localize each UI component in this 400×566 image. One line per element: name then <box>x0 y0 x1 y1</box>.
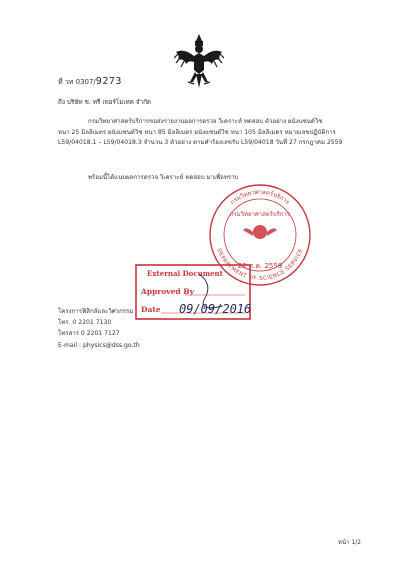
reference-number <box>58 76 122 88</box>
contact-email: E-mail : physics@dss.go.th <box>58 341 140 349</box>
reference-prefix: ที่ วท 0307/ <box>58 78 96 86</box>
paragraph-line-1: กรมวิทยาศาสตร์บริการขอส่งรายงานผลการตรวจ วิเคราะห์ ทดสอบ ตัวอย่าง ผนังแซนด์วิช <box>88 118 323 125</box>
body-paragraph <box>58 117 366 149</box>
external-document-stamp <box>133 262 253 322</box>
handwritten-date: 09/09/2016 <box>179 302 252 316</box>
garuda-emblem-icon <box>174 32 224 90</box>
stamp-line-approved: Approved By <box>141 287 194 296</box>
reference-handwritten-number: 9273 <box>95 76 122 87</box>
page-number: หน้า 1/2 <box>338 539 361 546</box>
contact-phone: โทร. 0 2201 7130 <box>58 319 112 327</box>
contact-department: โครงการฟิสิกส์และวิศวกรรม <box>58 308 134 315</box>
seal-center-text: กรมวิทยาศาสตร์บริการ <box>229 211 291 218</box>
contact-block <box>58 306 140 351</box>
seal-date-text: 22 ส.ค. 2559 <box>237 262 283 270</box>
stamp-line-date: Date <box>141 305 161 314</box>
stamp-line-external: External Document <box>147 269 223 278</box>
recipient-line: ถึง บริษัท ซ. ทรี เทอร์โมเทค จำกัด <box>58 99 152 106</box>
seal-arc-bottom-text: DEPARTMENT OF SCIENCE SERVICE <box>215 247 305 283</box>
attachment-note: พร้อมนี้ได้แนบผลการตรวจ วิเคราะห์ ทดสอบ มาเพื่อทราบ <box>88 174 239 181</box>
svg-text:กรมวิทยาศาสตร์บริการ <box>229 189 291 207</box>
contact-fax: โทรสาร 0 2201 7127 <box>58 330 120 338</box>
seal-arc-top-text: กรมวิทยาศาสตร์บริการ <box>229 188 291 207</box>
paragraph-line-2: หนา 25 มิลลิเมตร ผนังแซนด์วิช หนา 85 มิลลิเมตร ผนังแซนด์วิช หนา 105 มิลลิเมตร หมายเลขปฏิบัติการ <box>58 128 336 136</box>
seal-emblem-icon <box>243 225 277 239</box>
paragraph-line-3: L59/04018.1 – L59/04018.3 จำนวน 3 ตัวอย่าง ตามคำร้องเลขรับ L59/04018 วันที่ 27 กรกฎาคม 2559 <box>58 139 343 146</box>
